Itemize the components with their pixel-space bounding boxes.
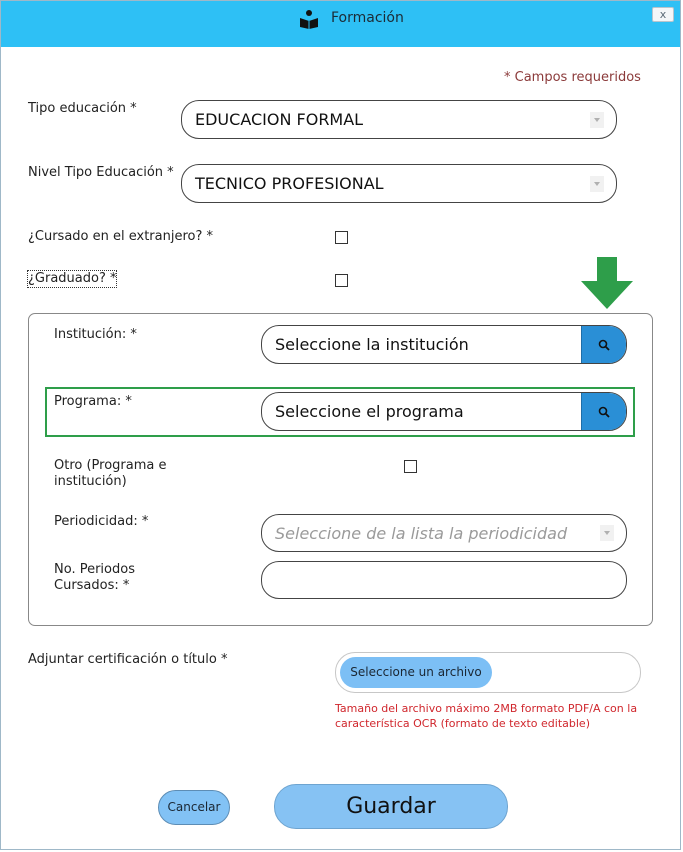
- institucion-value: Seleccione la institución: [275, 335, 469, 354]
- programa-value: Seleccione el programa: [275, 402, 464, 421]
- tipo-educacion-value: EDUCACION FORMAL: [195, 110, 364, 129]
- chevron-down-icon: [600, 525, 614, 541]
- periodicidad-select[interactable]: [261, 514, 627, 552]
- otro-checkbox[interactable]: [404, 460, 417, 473]
- graduation-book-icon: [299, 9, 319, 29]
- cursado-extranjero-label: ¿Cursado en el extranjero? *: [28, 229, 214, 244]
- dialog-titlebar: [1, 1, 680, 47]
- institucion-field[interactable]: [261, 325, 627, 364]
- graduado-checkbox[interactable]: [335, 274, 348, 287]
- select-file-button[interactable]: Seleccione un archivo: [340, 657, 492, 688]
- tipo-educacion-select[interactable]: [181, 100, 617, 139]
- dialog-title: Formación: [331, 10, 404, 26]
- arrow-down-icon: [581, 257, 633, 309]
- otro-label-line1: Otro (Programa e: [54, 458, 167, 473]
- file-size-note: Tamaño del archivo máximo 2MB formato PDF/A con la característica OCR (formato de texto editable): [335, 702, 638, 730]
- periodicidad-label: Periodicidad: *: [54, 514, 149, 529]
- periodos-cursados-label-line2: Cursados: *: [54, 578, 130, 593]
- programa-field[interactable]: [261, 392, 627, 431]
- tipo-educacion-label: Tipo educación *: [28, 101, 137, 116]
- file-upload-field[interactable]: [335, 652, 641, 693]
- institucion-search-button[interactable]: [581, 326, 626, 363]
- search-icon: [582, 350, 626, 364]
- save-button[interactable]: Guardar: [274, 784, 508, 829]
- periodos-cursados-input[interactable]: [261, 561, 627, 599]
- nivel-tipo-educacion-select[interactable]: [181, 164, 617, 203]
- close-icon: x: [659, 8, 667, 21]
- programa-label: Programa: *: [54, 394, 132, 409]
- search-icon: [582, 417, 626, 431]
- periodicidad-placeholder: Seleccione de la lista la periodicidad: [275, 524, 568, 543]
- chevron-down-icon: [590, 112, 604, 128]
- cursado-extranjero-checkbox[interactable]: [335, 231, 348, 244]
- otro-label-line2: institución): [54, 474, 127, 489]
- periodos-cursados-label-line1: No. Periodos: [54, 562, 135, 577]
- cancel-button[interactable]: Cancelar: [158, 790, 230, 825]
- nivel-tipo-educacion-label: Nivel Tipo Educación *: [28, 165, 174, 180]
- graduado-label: ¿Graduado? *: [28, 271, 117, 286]
- required-fields-note: * Campos requeridos: [504, 70, 641, 85]
- close-button[interactable]: [652, 7, 674, 22]
- nivel-tipo-educacion-value: TECNICO PROFESIONAL: [195, 174, 384, 193]
- programa-search-button[interactable]: [581, 393, 626, 430]
- adjuntar-label: Adjuntar certificación o título *: [28, 652, 228, 667]
- chevron-down-icon: [590, 176, 604, 192]
- institucion-label: Institución: *: [54, 327, 137, 342]
